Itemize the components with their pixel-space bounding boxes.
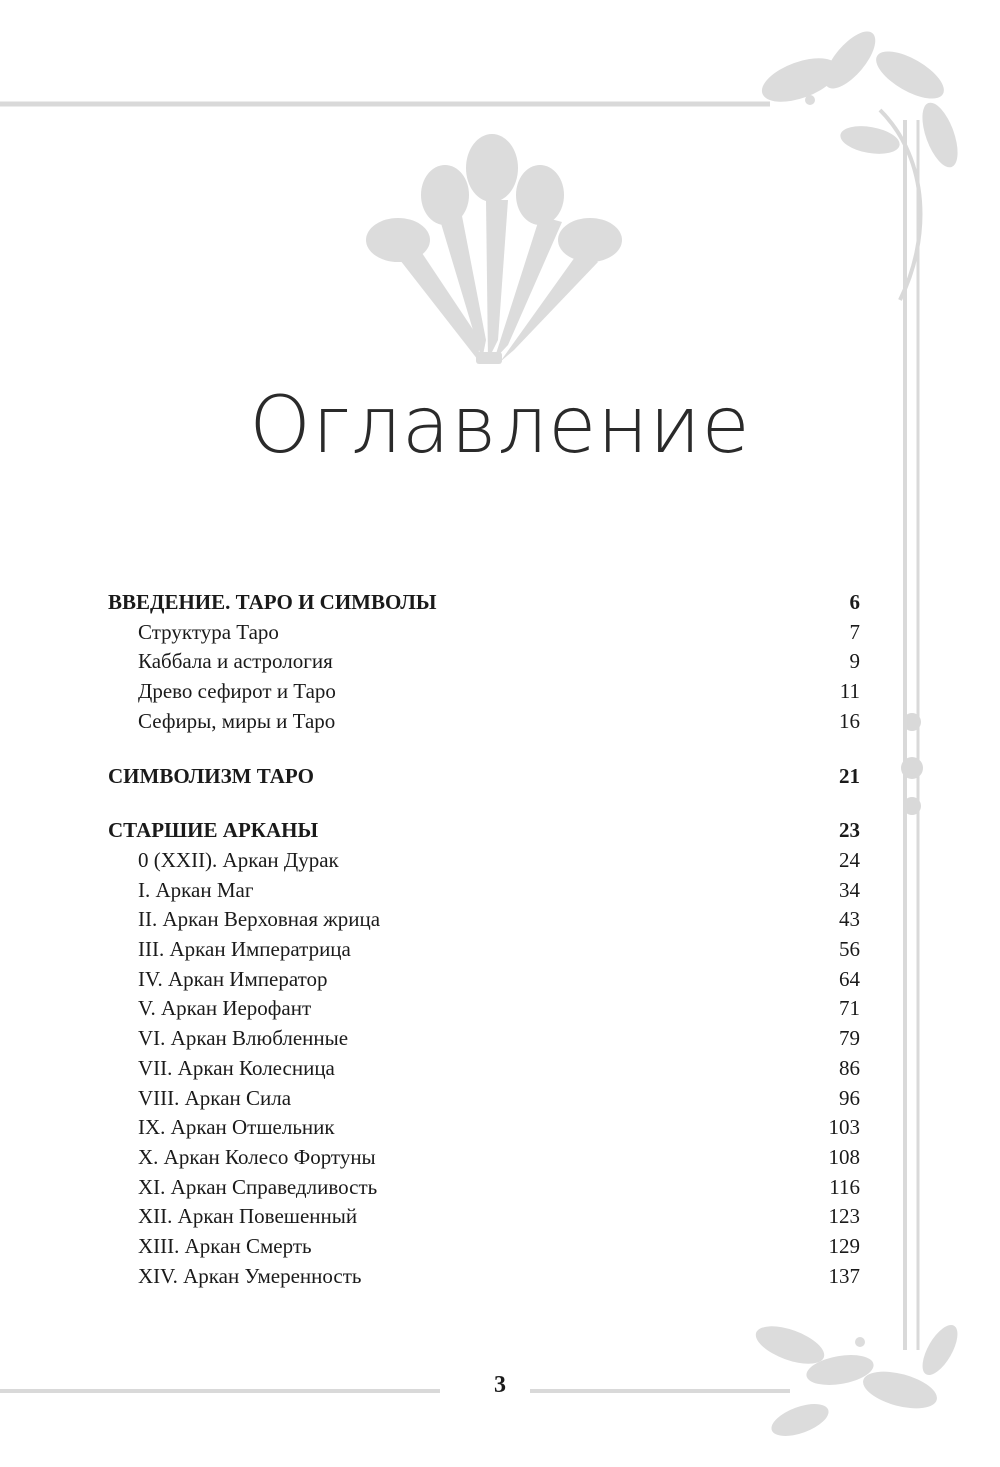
toc-heading-page: 21 [839,763,860,788]
toc-entry-label: IV. Аркан Император [138,966,328,991]
toc-entry[interactable] [108,994,860,1024]
toc-entry[interactable] [108,1113,860,1143]
toc-entry-label: X. Аркан Колесо Фортуны [138,1144,376,1169]
toc-heading-page: 6 [849,590,860,614]
toc-entry[interactable] [108,905,860,935]
toc-entry-page: 11 [839,679,860,704]
toc-entry-page: 71 [839,996,860,1021]
toc-entry-page: 43 [839,907,860,932]
toc-entry[interactable] [108,1262,860,1292]
page-title: Оглавление [249,381,751,471]
toc-entry-page: 64 [839,966,860,991]
toc-heading[interactable] [108,588,860,618]
table-of-contents [108,588,860,1316]
toc-heading-label: СИМВОЛИЗМ ТАРО [108,763,314,788]
toc-entry-label: Каббала и астрология [138,649,333,674]
toc-entry-label: XII. Аркан Повешенный [138,1204,358,1229]
toc-heading[interactable] [108,762,860,792]
toc-entry-page: 9 [849,649,860,674]
toc-entry-page: 123 [828,1204,860,1229]
toc-entry-label: II. Аркан Верховная жрица [138,907,381,932]
toc-entry-page: 79 [839,1026,860,1051]
page-number: 3 [494,1372,506,1398]
toc-entry-page: 86 [839,1055,860,1080]
side-beads [901,713,923,815]
toc-entry-page: 16 [839,708,860,733]
toc-section [108,816,860,1291]
toc-entry[interactable] [108,1143,860,1173]
toc-entry[interactable] [108,876,860,906]
toc-entry[interactable] [108,846,860,876]
toc-entry[interactable] [108,647,860,677]
toc-entry[interactable] [108,1084,860,1114]
toc-entry[interactable] [108,618,860,648]
toc-entry-label: VI. Аркан Влюбленные [138,1026,349,1051]
toc-heading[interactable] [108,816,860,846]
toc-heading-label: СТАРШИЕ АРКАНЫ [108,818,319,843]
toc-entry-label: Структура Таро [138,619,279,644]
toc-heading-page: 23 [839,818,860,843]
toc-entry-label: VII. Аркан Колесница [138,1055,335,1080]
toc-entry-label: VIII. Аркан Сила [138,1085,292,1110]
toc-heading-label: ВВЕДЕНИЕ. ТАРО И СИМВОЛЫ [108,590,437,614]
toc-entry-label: XIV. Аркан Умеренность [138,1263,362,1288]
toc-entry[interactable] [108,707,860,737]
toc-entry-label: III. Аркан Императрица [138,937,351,962]
toc-entry-page: 129 [828,1234,860,1259]
toc-entry-label: Древо сефирот и Таро [138,679,336,704]
toc-entry-label: XI. Аркан Справедливость [138,1174,378,1199]
toc-entry[interactable] [108,1173,860,1203]
toc-entry-page: 96 [839,1085,860,1110]
toc-entry[interactable] [108,1054,860,1084]
toc-entry-page: 116 [829,1174,860,1199]
toc-entry[interactable] [108,935,860,965]
toc-entry-page: 108 [828,1144,860,1169]
toc-entry[interactable] [108,1232,860,1262]
toc-entry-label: Сефиры, миры и Таро [138,708,336,733]
toc-entry-page: 103 [828,1115,860,1140]
toc-entry-page: 34 [839,877,860,902]
toc-entry-label: XIII. Аркан Смерть [138,1234,312,1259]
toc-section [108,762,860,792]
toc-entry-label: IX. Аркан Отшельник [138,1115,335,1140]
toc-entry[interactable] [108,1024,860,1054]
fan-ornament [366,134,622,364]
toc-entry-page: 24 [839,847,860,872]
corner-leaves-top-right [756,24,965,300]
toc-entry-label: I. Аркан Маг [138,877,254,902]
toc-entry[interactable] [108,1202,860,1232]
toc-section [108,588,860,737]
toc-entry[interactable] [108,677,860,707]
toc-entry-label: 0 (XXII). Аркан Дурак [138,847,339,872]
toc-entry-page: 137 [828,1263,860,1288]
toc-entry[interactable] [108,965,860,995]
toc-entry-label: V. Аркан Иерофант [138,996,312,1021]
toc-entry-page: 56 [839,937,860,962]
toc-entry-page: 7 [849,619,860,644]
